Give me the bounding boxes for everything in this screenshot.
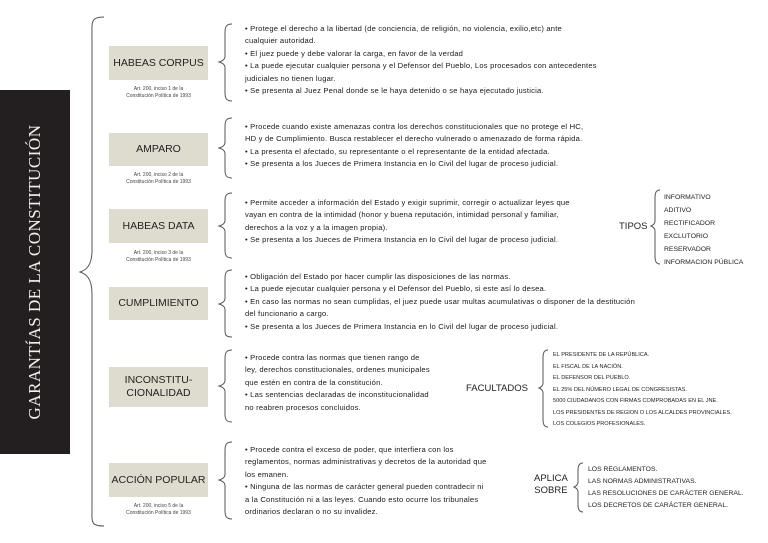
citation-amparo <box>109 172 208 186</box>
list-item: EL FISCAL DE LA NACIÓN. <box>553 363 623 370</box>
list-item: LOS COLEGIOS PROFESIONALES. <box>553 421 646 427</box>
desc-line: HD y de Cumplimiento. Busca restablecer el derecho vulnerado o amenazado de forma rápida. <box>245 134 583 144</box>
list-item: 5000 CIUDADANOS CON FIRMAS COMPROBADAS EN EL JNE. <box>553 398 718 404</box>
citation-line: Art. 200, inciso 1 de la <box>133 86 184 92</box>
diagram-title: GARANTÍAS DE LA CONSTITUCIÓN <box>25 124 44 420</box>
desc-accion-popular <box>245 444 487 518</box>
desc-line: • El juez puede y debe valorar la carga, en favor de la verdad <box>245 48 464 58</box>
list-facultados <box>553 350 732 431</box>
desc-line: no reabren procesos concluidos. <box>245 402 361 412</box>
label-aplica-sobre <box>534 473 568 497</box>
desc-line: • Se presenta a los Jueces de Primera Instancia en lo Civil del lugar de proceso judicial. <box>245 159 559 169</box>
box-label-line: INCONSTITU- <box>124 374 193 386</box>
label-tipos: TIPOS <box>619 221 648 232</box>
desc-line: • Protege el derecho a la libertad (de conciencia, de religión, no violencia, exilio,etc) ante <box>245 24 562 33</box>
desc-line: • Se presenta a los Jueces de Primera Instancia en lo Civil del lugar de proceso judicial. <box>245 321 559 331</box>
desc-line: judiciales no tienen lugar. <box>245 73 336 83</box>
list-item: RECTIFICADOR <box>664 220 715 227</box>
desc-amparo <box>245 121 583 171</box>
list-item: ADITIVO <box>664 207 692 214</box>
box-amparo <box>109 133 208 166</box>
desc-line: del funcionario a cargo. <box>245 309 329 319</box>
box-inconstitucionalidad <box>109 367 208 407</box>
desc-line: • Se presenta al Juez Penal donde se le haya detenido o se haya ejecutado justicia. <box>245 86 544 96</box>
desc-line: • La presenta el afectado, su representante o el representante de la entidad afectada. <box>245 146 550 156</box>
desc-line: ordinarios declaran o no su invalidez. <box>245 507 378 517</box>
list-item: LOS PRESIDENTES DE REGION O LOS ALCALDES PROVINCIALES. <box>553 409 732 416</box>
desc-line: • Se presenta a los Jueces de Primera Instancia en lo Civil del lugar de proceso judicial. <box>245 235 559 245</box>
brace-facultados <box>539 350 548 427</box>
brace-amparo <box>219 118 232 178</box>
main-brace <box>80 17 104 526</box>
box-label: AMPARO <box>136 143 181 155</box>
desc-cumplimiento <box>245 271 635 333</box>
brace-habeas-corpus <box>219 24 232 101</box>
box-label-line: CIONALIDAD <box>126 387 191 399</box>
brace-habeas-data <box>219 193 232 258</box>
desc-line: • Procede contra las normas que tienen rango de <box>245 353 420 362</box>
citation-line: Constitución Política de 1993 <box>126 257 191 263</box>
box-label: HABEAS CORPUS <box>113 56 204 69</box>
citation-line: Constitución Política de 1993 <box>126 179 191 185</box>
desc-line: • Procede cuando existe amenazas contra los derechos constitucionales que no protege el HC, <box>245 122 584 131</box>
list-item: LAS RESOLUCIONES DE CARÁCTER GENERAL. <box>588 490 744 497</box>
desc-line: que estén en contra de la constitución. <box>245 377 383 387</box>
list-item: LOS REGLAMENTOS. <box>588 466 658 473</box>
list-tipos <box>664 191 743 269</box>
label-facultados: FACULTADOS <box>466 383 528 394</box>
box-label: CUMPLIMIENTO <box>118 297 199 309</box>
list-item: LAS NORMAS ADMINISTRATIVAS. <box>588 478 697 485</box>
desc-line: • Ninguna de las normas de carácter general pueden contradecir ni <box>245 482 484 492</box>
citation-habeas-data <box>109 250 208 264</box>
box-habeas-corpus <box>109 46 208 80</box>
box-habeas-data <box>109 209 208 243</box>
desc-line: • La puede ejecutar cualquier persona y el Defensor del Pueblo, si este así lo desea. <box>245 284 547 294</box>
citation-line: Art. 200, inciso 2 de la <box>133 172 184 178</box>
desc-line: cualquier autoridad. <box>245 36 316 46</box>
citation-line: Constitución Política de 1993 <box>126 510 191 516</box>
box-label: HABEAS DATA <box>122 219 195 232</box>
desc-line: • Las sentencias declaradas de inconstitucionalidad <box>245 390 429 400</box>
list-item: INFORMACION PÚBLICA <box>664 259 744 266</box>
citation-line: Art. 200, inciso 5 de la <box>133 503 184 509</box>
desc-line: • Procede contra el exceso de poder, que interfiera con los <box>245 445 454 454</box>
citation-line: Art. 200, inciso 3 de la <box>133 250 184 256</box>
list-item: EXCLUTORIO <box>664 233 709 240</box>
citation-line: Constitución Política de 1993 <box>126 93 191 99</box>
list-item: EL 25% DEL NÚMERO LEGAL DE CONGRESISTAS. <box>553 386 687 393</box>
desc-habeas-corpus <box>245 23 597 97</box>
desc-line: derechos a la voz y a la imagen propia). <box>245 222 388 232</box>
desc-line: los emanen. <box>245 469 289 479</box>
label-line: APLICA <box>534 473 568 484</box>
desc-line: reglamentos, normas administrativas y decretos de la autoridad que <box>245 457 487 467</box>
brace-accion-popular <box>219 442 232 519</box>
desc-line: ley, derechos constitucionales, ordenes municipales <box>245 365 430 375</box>
brace-tipos <box>651 190 660 264</box>
desc-line: a la Constitución ni a las leyes. Cuando esto ocurre los tribunales <box>245 494 479 504</box>
box-label: ACCIÓN POPULAR <box>111 473 206 486</box>
citation-habeas-corpus <box>109 86 208 100</box>
desc-line: • Obligación del Estado por hacer cumplir las disposiciones de las normas. <box>245 272 511 281</box>
desc-habeas-data <box>245 197 570 247</box>
desc-inconstitucionalidad <box>245 352 430 414</box>
box-cumplimiento <box>109 287 208 320</box>
desc-line: • Permite acceder a información del Estado y exigir suprimir, corregir o actualizar leyes que <box>245 198 570 207</box>
brace-inconstitucionalidad <box>219 350 232 422</box>
label-line: SOBRE <box>534 485 568 496</box>
list-item: EL PRESIDENTE DE LA REPÚBLICA. <box>553 352 650 358</box>
list-item: EL DEFENSOR DEL PUEBLO. <box>553 375 631 381</box>
desc-line: vayan en contra de la intimidad (honor y buena reputación, intimidad personal y familiar, <box>245 210 559 220</box>
citation-accion-popular <box>109 503 208 517</box>
list-item: INFORMATIVO <box>664 194 711 201</box>
desc-line: • En caso las normas no sean cumplidas, el juez puede usar multas acumulativas o disponer de la destitución <box>245 296 636 306</box>
brace-aplica-sobre <box>574 463 583 512</box>
desc-line: • La puede ejecutar cualquier persona y el Defensor del Pueblo, Los procesados con antecedentes <box>245 61 597 71</box>
box-accion-popular <box>109 463 208 497</box>
brace-cumplimiento <box>219 270 232 337</box>
list-item: LOS DECRETOS DE CARÁCTER GENERAL. <box>588 502 728 509</box>
list-item: RESERVADOR <box>664 246 711 253</box>
list-aplica-sobre <box>588 464 744 512</box>
